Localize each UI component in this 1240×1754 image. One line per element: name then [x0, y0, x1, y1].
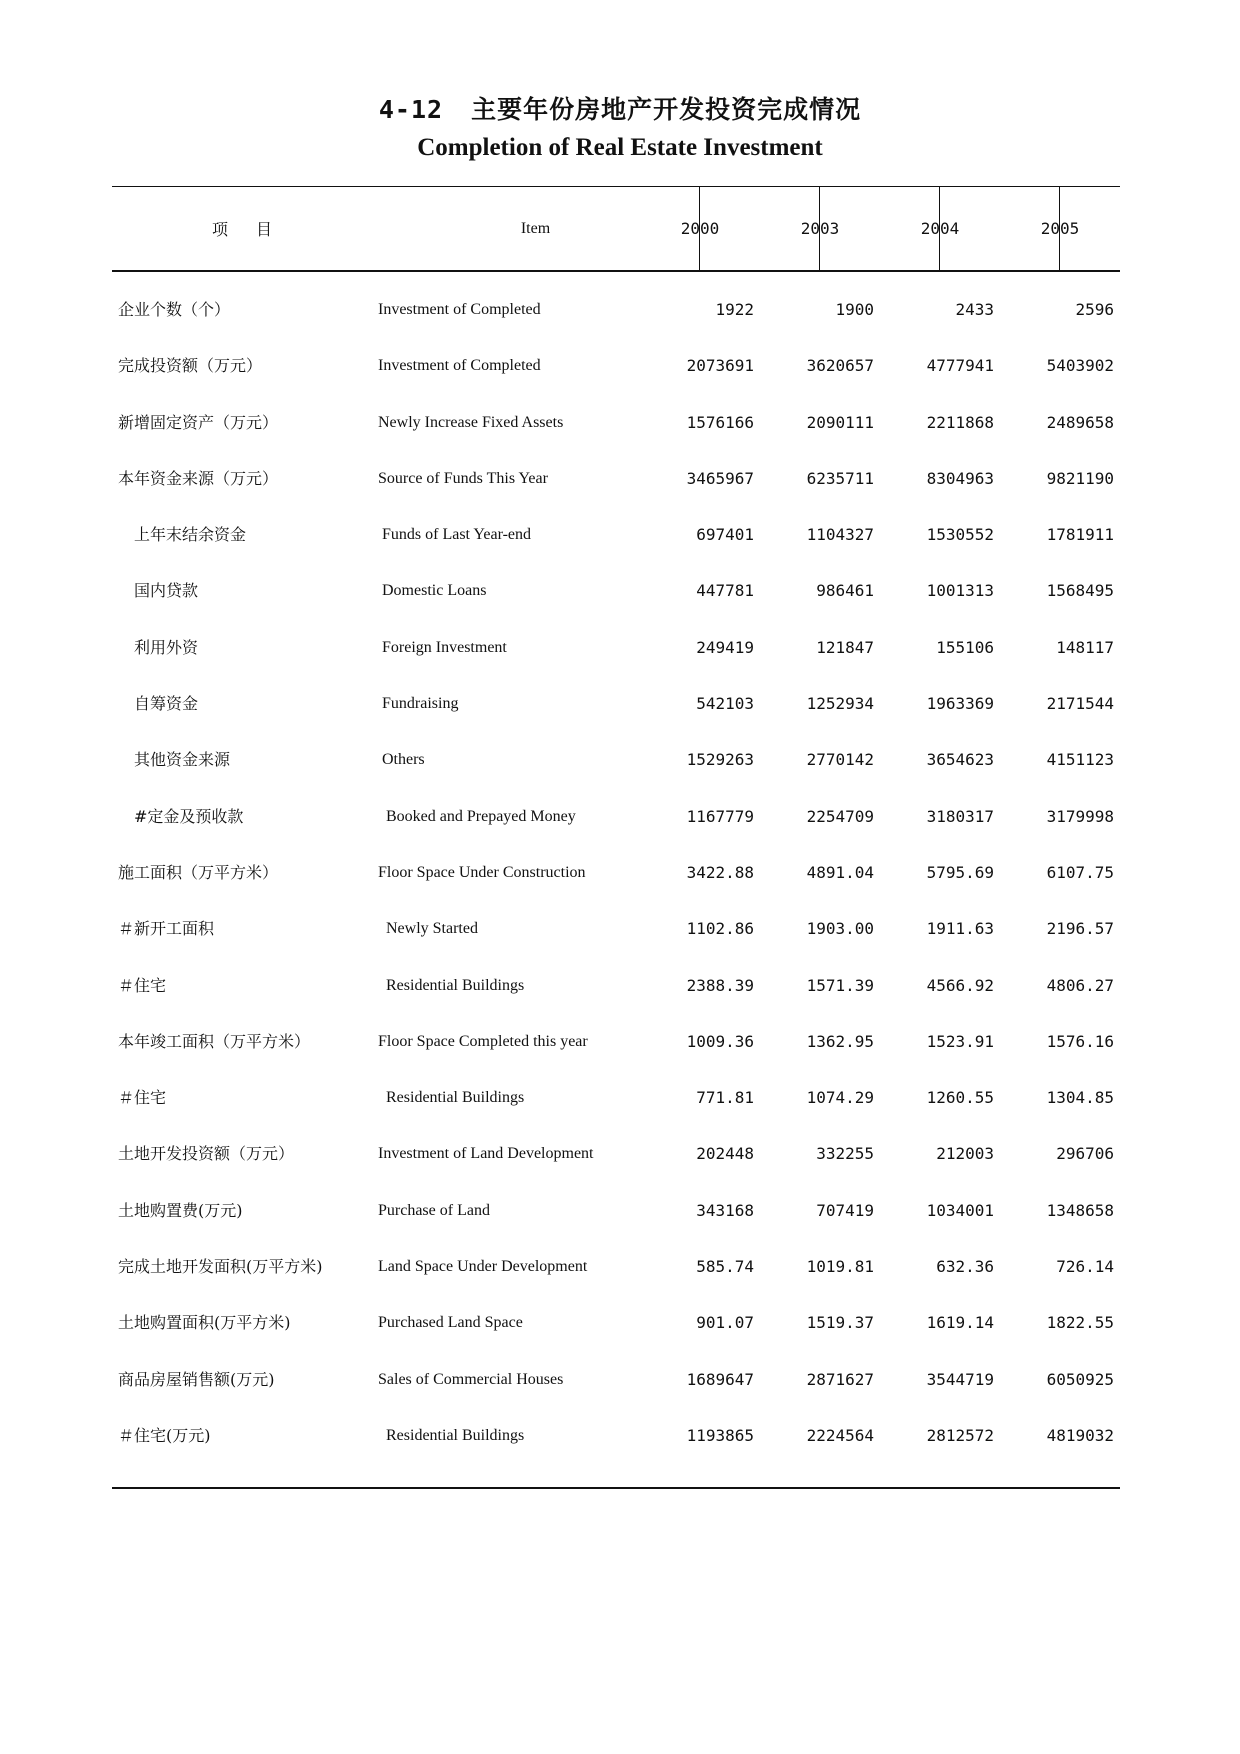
row-value-2004: 155106 [936, 637, 994, 657]
row-value-2003: 3620657 [806, 356, 874, 376]
row-value-2003: 2254709 [806, 806, 874, 826]
row-value-2004: 2433 [955, 300, 994, 319]
row-value-2000: 3465967 [686, 468, 754, 488]
row-label-cn: 利用外资 [134, 637, 199, 657]
row-value-2003: 1900 [835, 300, 874, 319]
row-label-cn: 土地购置费(万元) [118, 1200, 243, 1220]
table-row [112, 958, 1120, 1014]
row-value-2000: 1576166 [686, 412, 754, 432]
row-label-cn: 上年末结余资金 [134, 525, 247, 545]
row-value-2000: 1167779 [686, 806, 754, 826]
row-label-en: Foreign Investment [382, 638, 507, 656]
row-value-2005: 5403902 [1046, 356, 1114, 376]
row-value-2004: 1530552 [926, 525, 994, 545]
row-label-en: Booked and Prepayed Money [386, 807, 576, 825]
header-year: 2005 [1040, 219, 1080, 238]
row-value-2005: 1781911 [1046, 525, 1114, 545]
page-title-cn [0, 90, 1240, 126]
table-row [112, 1408, 1120, 1464]
row-value-2005: 2196.57 [1046, 919, 1114, 939]
row-value-2005: 1348658 [1046, 1200, 1114, 1220]
row-value-2005: 2171544 [1046, 694, 1114, 714]
table-row [112, 901, 1120, 957]
row-label-en: Source of Funds This Year [378, 469, 548, 487]
row-value-2003: 2770142 [806, 750, 874, 770]
row-label-en: Land Space Under Development [378, 1258, 588, 1276]
row-label-cn: ＃住宅(万元) [118, 1425, 211, 1445]
row-value-2005: 4819032 [1046, 1425, 1114, 1445]
table-row [112, 451, 1120, 507]
row-value-2003: 1074.29 [806, 1088, 874, 1108]
row-value-2003: 2224564 [806, 1425, 874, 1445]
row-value-2005: 6107.75 [1046, 862, 1114, 882]
row-value-2004: 1619.14 [926, 1313, 994, 1333]
row-label-cn: 土地开发投资额（万元） [118, 1144, 295, 1164]
row-label-en: Sales of Commercial Houses [378, 1370, 564, 1388]
row-label-en: Residential Buildings [386, 1426, 525, 1444]
page-title-en: Completion of Real Estate Investment [417, 134, 823, 161]
row-label-cn: 完成投资额（万元） [118, 356, 263, 376]
row-value-2000: 771.81 [696, 1088, 754, 1108]
header-year: 2000 [680, 219, 720, 238]
row-value-2005: 148117 [1056, 637, 1114, 657]
row-value-2004: 5795.69 [926, 862, 994, 882]
row-label-cn: ＃住宅 [118, 975, 167, 995]
table-row [112, 338, 1120, 394]
row-value-2005: 2596 [1075, 300, 1114, 319]
table-row [112, 1295, 1120, 1351]
title-cn-text: 主要年份房地产开发投资完成情况 [471, 95, 862, 124]
table-row [112, 563, 1120, 619]
table-body [112, 282, 1120, 1464]
table-row [112, 620, 1120, 676]
row-label-en: Domestic Loans [382, 582, 487, 600]
row-value-2000: 1009.36 [686, 1031, 754, 1051]
row-label-en: Newly Started [386, 920, 478, 938]
row-label-cn: 国内贷款 [134, 581, 199, 601]
row-value-2003: 332255 [816, 1144, 874, 1164]
row-label-en: Others [382, 751, 425, 769]
row-value-2003: 1571.39 [806, 975, 874, 995]
row-value-2000: 249419 [696, 637, 754, 657]
table-bottom-rule [112, 1487, 1120, 1489]
row-value-2004: 2211868 [926, 412, 994, 432]
row-label-cn: 其他资金来源 [134, 750, 231, 770]
table-row [112, 1239, 1120, 1295]
row-label-en: Purchase of Land [378, 1201, 490, 1219]
row-label-en: Purchased Land Space [378, 1314, 523, 1332]
row-value-2000: 343168 [696, 1200, 754, 1220]
table-number: 4-12 [378, 95, 444, 124]
row-value-2000: 3422.88 [686, 862, 754, 882]
table-row [112, 1352, 1120, 1408]
row-label-en: Newly Increase Fixed Assets [378, 413, 564, 431]
table-row [112, 1070, 1120, 1126]
row-value-2004: 4566.92 [926, 975, 994, 995]
row-label-cn: #定金及预收款 [134, 806, 244, 826]
row-label-en: Fundraising [382, 695, 459, 713]
row-label-en: Floor Space Completed this year [378, 1032, 588, 1050]
table-row [112, 282, 1120, 338]
table-row [112, 395, 1120, 451]
row-value-2005: 1576.16 [1046, 1031, 1114, 1051]
row-value-2004: 1963369 [926, 694, 994, 714]
row-value-2005: 4151123 [1046, 750, 1114, 770]
row-value-2000: 1102.86 [686, 919, 754, 939]
row-label-en: Investment of Completed [378, 301, 541, 318]
row-label-cn: ＃新开工面积 [118, 919, 215, 939]
row-value-2004: 4777941 [926, 356, 994, 376]
table-row [112, 789, 1120, 845]
row-value-2000: 585.74 [696, 1257, 754, 1277]
row-value-2004: 1001313 [926, 581, 994, 601]
row-value-2004: 8304963 [926, 468, 994, 488]
row-value-2005: 9821190 [1046, 468, 1114, 488]
table-row [112, 1014, 1120, 1070]
row-value-2005: 2489658 [1046, 412, 1114, 432]
row-value-2005: 4806.27 [1046, 975, 1114, 995]
row-value-2003: 1252934 [806, 694, 874, 714]
row-value-2004: 1911.63 [926, 919, 994, 939]
row-value-2000: 447781 [696, 581, 754, 601]
row-value-2004: 632.36 [936, 1257, 994, 1277]
row-label-cn: ＃住宅 [118, 1088, 167, 1108]
row-value-2004: 1523.91 [926, 1031, 994, 1051]
row-label-cn: 本年竣工面积（万平方米） [118, 1031, 311, 1051]
table-row [112, 676, 1120, 732]
row-value-2003: 121847 [816, 637, 874, 657]
row-value-2000: 1529263 [686, 750, 754, 770]
row-value-2003: 1519.37 [806, 1313, 874, 1333]
row-value-2003: 1019.81 [806, 1257, 874, 1277]
row-label-en: Floor Space Under Construction [378, 863, 586, 881]
row-value-2005: 296706 [1056, 1144, 1114, 1164]
table-row [112, 1126, 1120, 1182]
table-row [112, 507, 1120, 563]
header-item-cn: 项目 [211, 220, 300, 239]
table-row [112, 845, 1120, 901]
row-label-cn: 本年资金来源（万元） [118, 468, 279, 488]
row-label-cn: 自筹资金 [134, 694, 199, 714]
row-value-2000: 202448 [696, 1144, 754, 1164]
row-label-cn: 完成土地开发面积(万平方米) [118, 1257, 323, 1277]
row-value-2004: 212003 [936, 1144, 994, 1164]
row-value-2004: 3180317 [926, 806, 994, 826]
row-value-2003: 1903.00 [806, 919, 874, 939]
row-value-2000: 542103 [696, 694, 754, 714]
row-value-2000: 1689647 [686, 1369, 754, 1389]
row-value-2005: 6050925 [1046, 1369, 1114, 1389]
row-value-2004: 3544719 [926, 1369, 994, 1389]
row-value-2004: 2812572 [926, 1425, 994, 1445]
row-label-en: Investment of Completed [378, 357, 541, 375]
row-value-2003: 6235711 [806, 468, 874, 488]
row-label-en: Funds of Last Year-end [382, 526, 531, 544]
row-value-2005: 1568495 [1046, 581, 1114, 601]
row-label-en: Investment of Land Development [378, 1145, 594, 1163]
row-value-2000: 1193865 [686, 1425, 754, 1445]
row-label-cn: 施工面积（万平方米） [118, 862, 279, 882]
row-value-2003: 2090111 [806, 412, 874, 432]
row-value-2003: 1362.95 [806, 1031, 874, 1051]
row-value-2003: 4891.04 [806, 862, 874, 882]
header-year: 2004 [920, 219, 960, 238]
row-value-2004: 1034001 [926, 1200, 994, 1220]
row-label-en: Residential Buildings [386, 1089, 525, 1107]
row-value-2000: 2073691 [686, 356, 754, 376]
header-item-en: Item [520, 219, 551, 237]
row-value-2003: 2871627 [806, 1369, 874, 1389]
row-value-2003: 1104327 [806, 525, 874, 545]
row-value-2003: 707419 [816, 1200, 874, 1220]
row-label-cn: 新增固定资产（万元） [118, 412, 279, 432]
table-row [112, 1183, 1120, 1239]
row-label-cn: 商品房屋销售额(万元) [118, 1369, 275, 1389]
row-value-2004: 3654623 [926, 750, 994, 770]
row-value-2000: 1922 [715, 300, 754, 319]
row-value-2005: 1822.55 [1046, 1313, 1114, 1333]
row-value-2005: 726.14 [1056, 1257, 1114, 1277]
row-value-2005: 1304.85 [1046, 1088, 1114, 1108]
row-value-2000: 2388.39 [686, 975, 754, 995]
row-label-en: Residential Buildings [386, 976, 525, 994]
row-value-2000: 901.07 [696, 1313, 754, 1333]
row-value-2005: 3179998 [1046, 806, 1114, 826]
row-value-2004: 1260.55 [926, 1088, 994, 1108]
table-row [112, 732, 1120, 788]
header-year: 2003 [800, 219, 840, 238]
row-value-2003: 986461 [816, 581, 874, 601]
row-label-cn: 企业个数（个） [118, 300, 231, 319]
row-label-cn: 土地购置面积(万平方米) [118, 1313, 291, 1333]
row-value-2000: 697401 [696, 525, 754, 545]
